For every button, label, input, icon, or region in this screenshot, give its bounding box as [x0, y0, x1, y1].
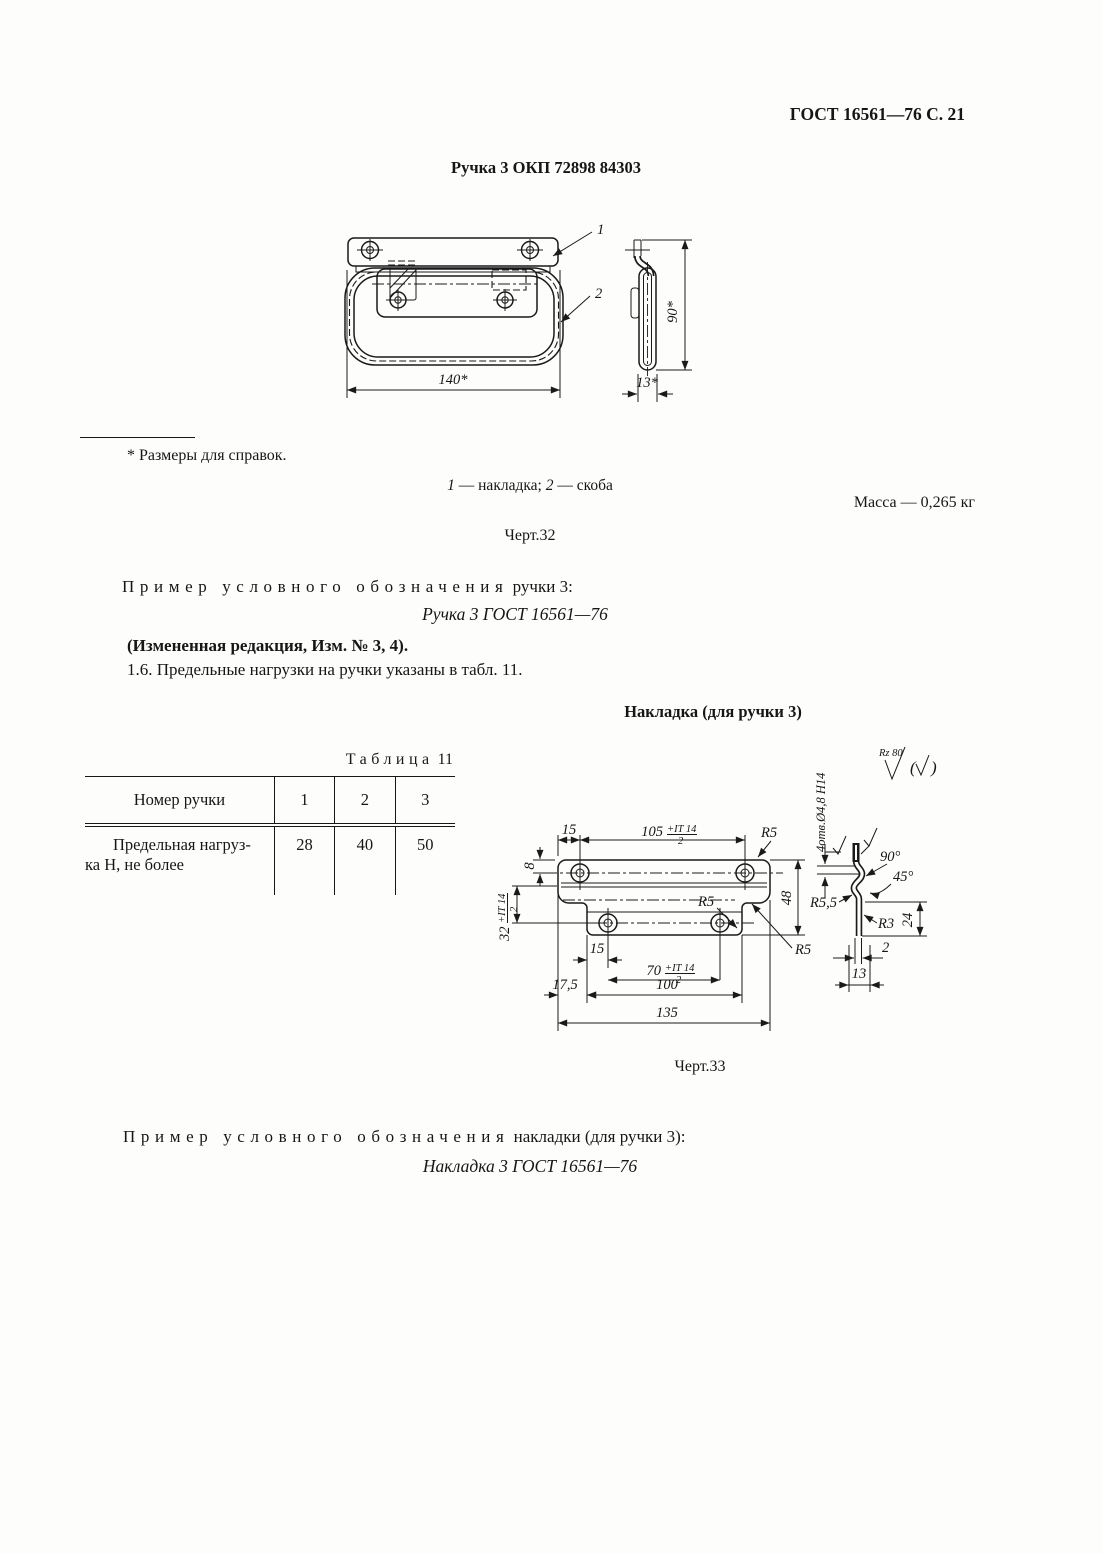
angle-45-label: 45°: [893, 869, 914, 885]
dim-70-tolerance-num: +IT 14: [665, 963, 695, 974]
dim-13-plate: 13: [851, 966, 867, 982]
dim-17-5: 17,5: [552, 977, 578, 993]
dim-2: 2: [882, 940, 890, 956]
dim-90: 90*: [665, 301, 681, 323]
dim-32-tolerance-num: +IT 14: [497, 893, 508, 923]
plate-front-view: [497, 773, 828, 1031]
plate-heading: Накладка (для ручки 3): [624, 702, 802, 721]
example2-designation: Накладка 3 ГОСТ 16561—76: [422, 1156, 638, 1176]
figure32-handle-drawing: [320, 212, 720, 412]
dim-48: 48: [779, 890, 795, 906]
clause-1-6: 1.6. Предельные нагрузки на ручки указаны в табл. 11.: [127, 660, 523, 679]
footnote-rule: [80, 437, 195, 438]
angle-90-label: 90°: [880, 849, 901, 865]
footnote: * Размеры для справок.: [127, 447, 287, 464]
surface-finish-icon: [833, 836, 846, 854]
roughness-note: [878, 747, 937, 779]
example2-intro-tail: накладки (для ручки 3):: [513, 1127, 686, 1146]
table11-header-row: [85, 777, 455, 826]
dim-8: 8: [522, 862, 538, 870]
table11-caption: [85, 751, 453, 769]
figure32-legend: [330, 477, 730, 495]
example1-intro-tail: ручки 3:: [512, 577, 573, 596]
page-header: ГОСТ 16561—76 С. 21: [789, 104, 965, 124]
table11: [85, 776, 455, 895]
table11-row-label-line2: ка Н, не более: [85, 855, 184, 874]
legend-num-1: 1: [447, 477, 455, 494]
table11-value-2: 40: [335, 825, 395, 895]
table11-col-3: 3: [395, 777, 455, 826]
roughness-paren-check-icon: [916, 755, 929, 775]
radius-r3-label: R3: [878, 916, 895, 932]
table11-caption-number: 11: [437, 751, 453, 768]
dim-135: 135: [656, 1005, 678, 1021]
radius-r5-out: R5: [795, 942, 812, 958]
example1-intro-spaced: Пример условного обозначения: [122, 577, 509, 596]
screw-hole: [357, 239, 383, 261]
example2-intro-spaced: Пример условного обозначения: [123, 1127, 510, 1146]
roughness-paren-close: ): [931, 758, 937, 777]
dim-105: 105: [641, 824, 663, 840]
leader-2-label: 2: [595, 286, 603, 302]
legend-text-2: — скоба: [553, 477, 613, 494]
example1-intro: [122, 577, 573, 597]
holes-note: 4отв.Ø4,8 Н14: [814, 772, 828, 852]
table11-col-1: 1: [274, 777, 334, 826]
dim-24: 24: [900, 912, 916, 928]
leader-1-label: 1: [597, 222, 605, 238]
table11-row-label: [85, 825, 274, 895]
dim-32-tolerance-den: 2: [509, 906, 520, 912]
figure33-caption: Черт.33: [674, 1058, 726, 1075]
example1-designation: Ручка 3 ГОСТ 16561—76: [422, 604, 608, 624]
table11-data-row: [85, 825, 455, 895]
handle-side-view: [622, 240, 692, 402]
dim-70: 70: [646, 963, 661, 979]
table11-col-header: Номер ручки: [85, 777, 274, 826]
dim-100: 100: [656, 977, 678, 993]
example2-intro: [123, 1127, 686, 1147]
table11-caption-word: Таблица: [345, 751, 434, 768]
table11-value-1: 28: [274, 825, 334, 895]
dim-32: 32: [497, 926, 513, 941]
radius-r5-corner: R5: [761, 825, 778, 841]
legend-text-1: — накладка;: [454, 477, 546, 494]
dim-105-tolerance-den: 2: [678, 836, 684, 847]
surface-finish-icon: [864, 828, 877, 846]
handle-front-view: [345, 222, 604, 398]
dim-15-bottom: 15: [589, 941, 605, 957]
legend-num-2: 2: [545, 477, 554, 494]
table11-col-2: 2: [335, 777, 395, 826]
dim-105-tolerance-num: +IT 14: [667, 824, 697, 835]
radius-r5-5-label: R5,5: [810, 895, 837, 911]
dim-140: 140*: [438, 372, 468, 388]
roughness-paren-open: (: [910, 758, 916, 777]
figure32-title: Ручка 3 ОКП 72898 84303: [450, 158, 642, 177]
holes-note-group: [814, 773, 828, 852]
roughness-rz-label: Rz 80: [879, 748, 903, 759]
table11-row-label-line1: Предельная нагруз-: [113, 835, 251, 854]
screw-hole: [493, 289, 517, 311]
table11-value-3: 50: [395, 825, 455, 895]
radius-r5-mid: R5: [698, 894, 715, 910]
figure33-plate-drawing: [495, 740, 995, 1050]
figure32-caption: Черт.32: [504, 527, 556, 544]
dim-70-tolerance-den: 2: [676, 975, 682, 986]
dim-13: 13*: [636, 375, 658, 391]
screw-hole: [517, 239, 543, 261]
dim-15-top: 15: [561, 822, 577, 838]
mass-note: Масса — 0,265 кг: [853, 494, 975, 511]
amendment-note: (Измененная редакция, Изм. № 3, 4).: [127, 636, 409, 655]
